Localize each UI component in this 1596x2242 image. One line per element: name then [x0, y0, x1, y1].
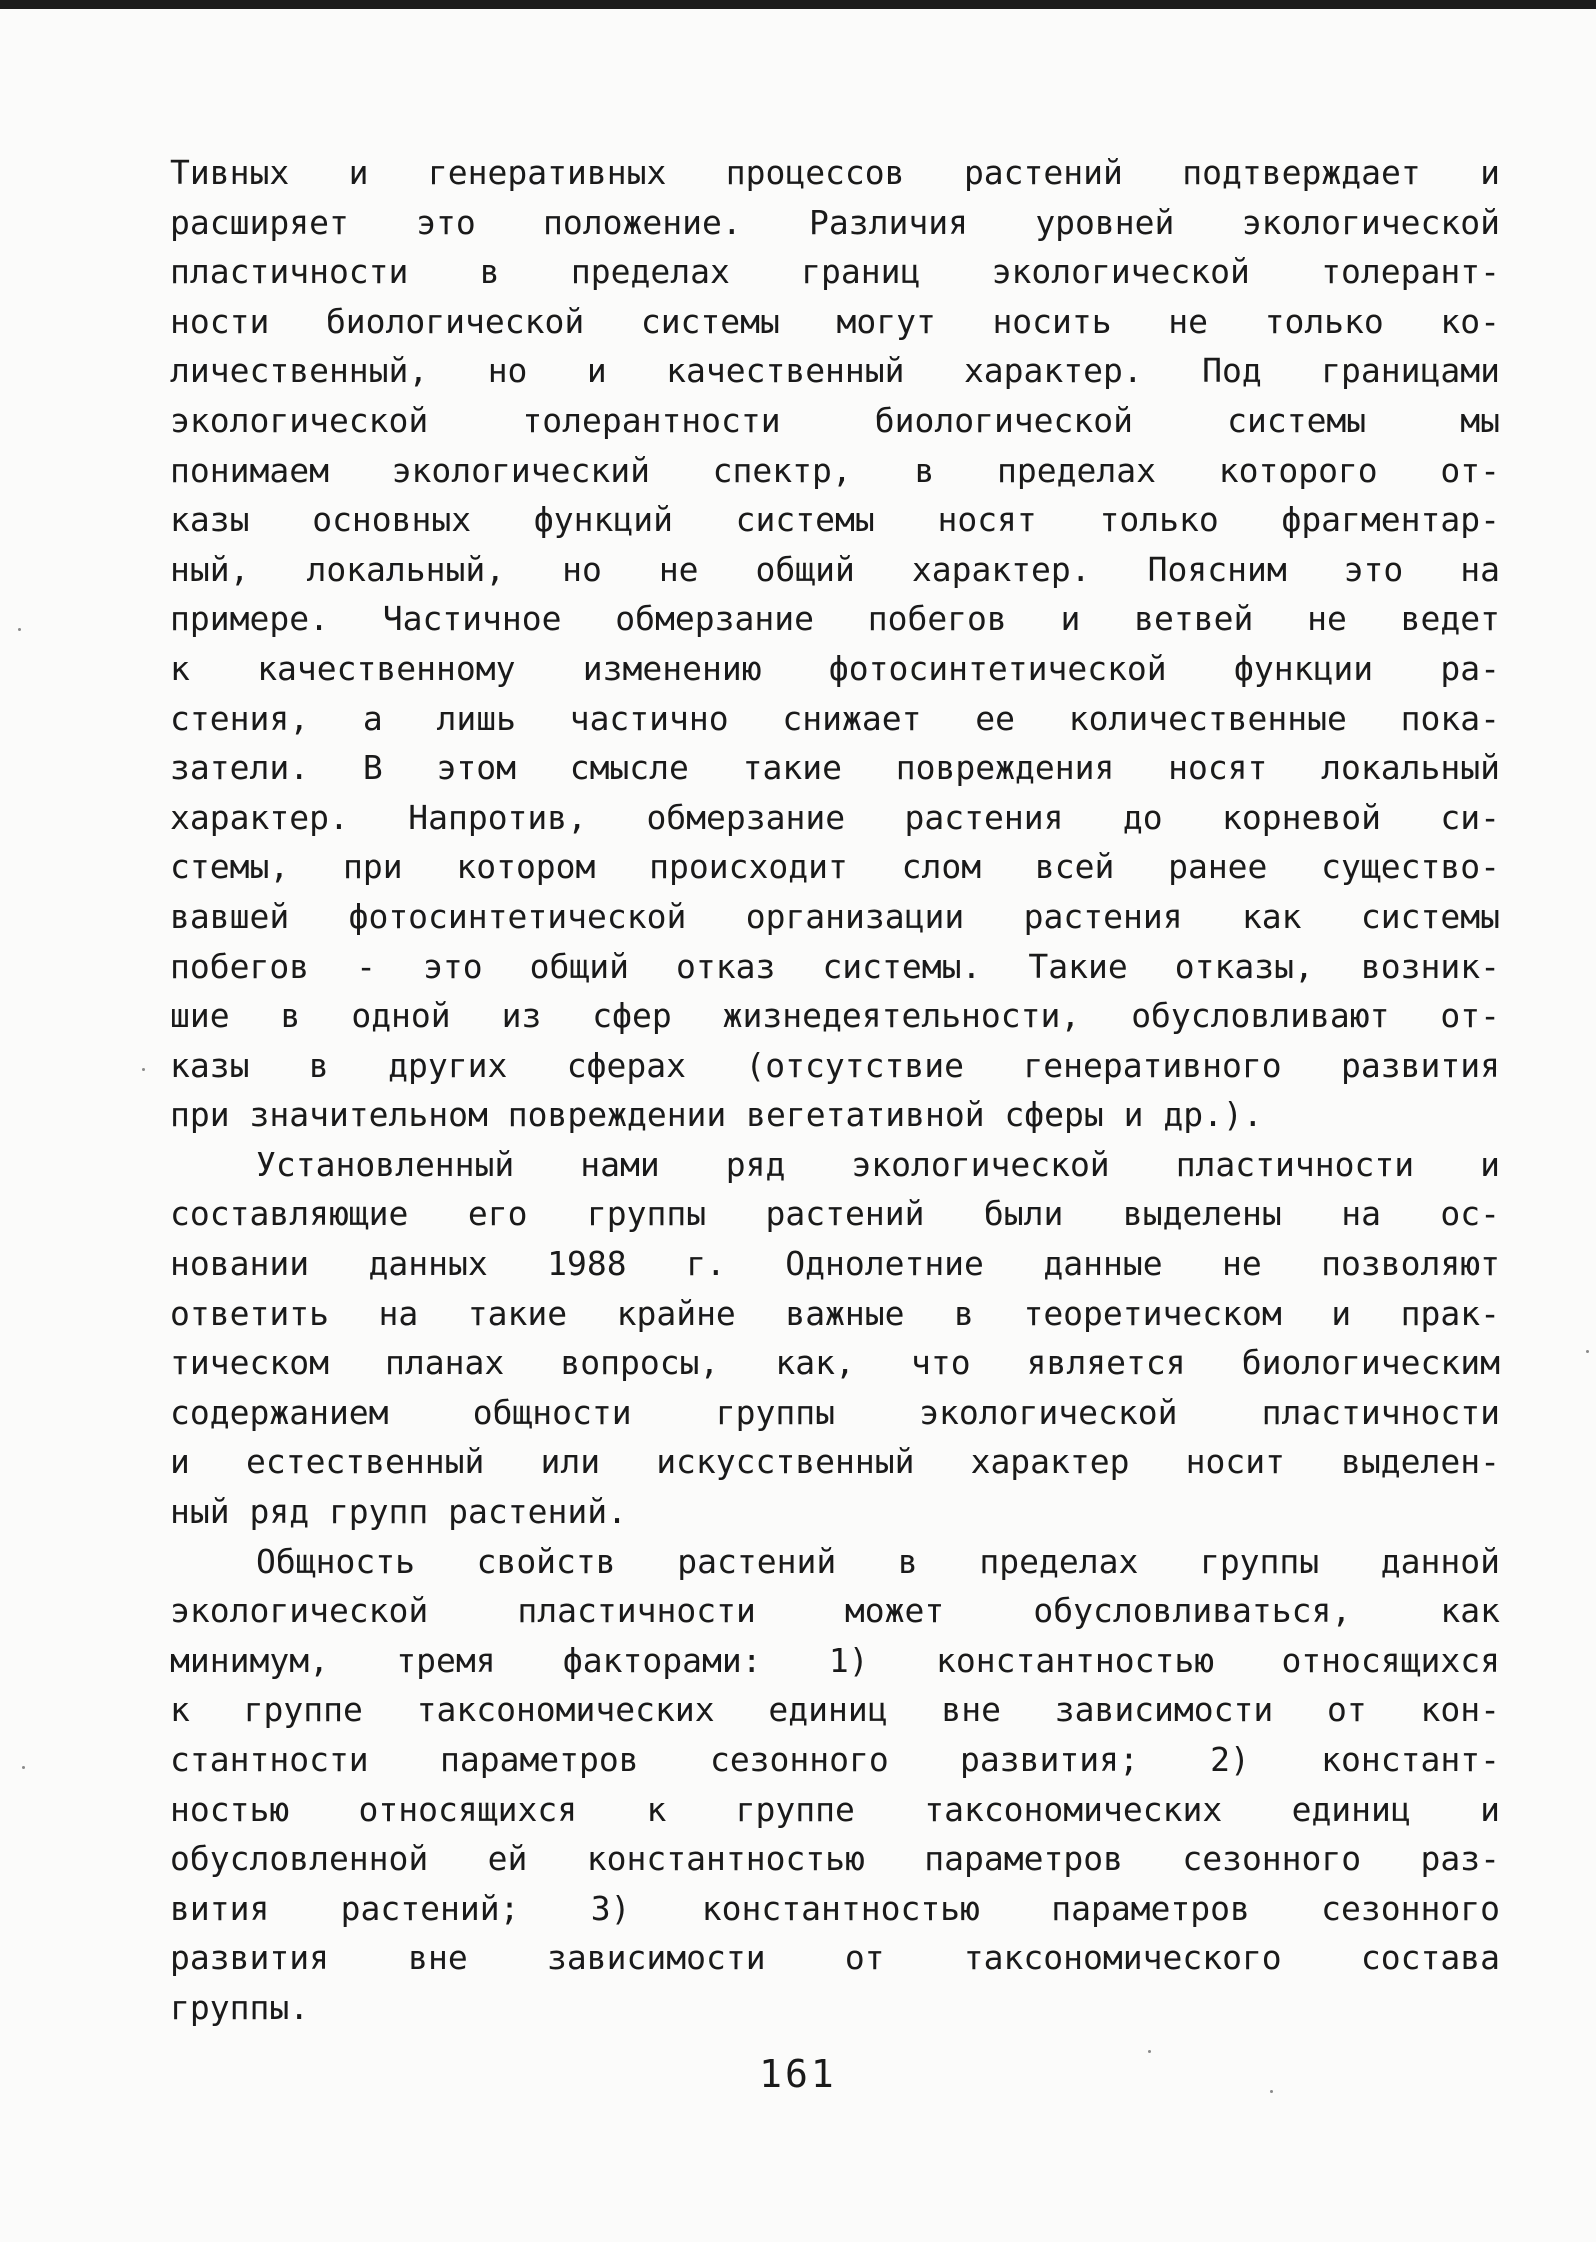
- text-line: казы в других сферах (отсутствие генеративного развития: [170, 1045, 1500, 1085]
- text-line: расширяет это положение. Различия уровней экологической: [170, 202, 1500, 242]
- text-line: казы основных функций системы носят только фрагментар-: [170, 500, 1500, 540]
- text-line: ный, локальный, но не общий характер. Поясним это на: [170, 549, 1500, 589]
- text-line: экологической толерантности биологической системы мы: [170, 400, 1500, 440]
- text-line: новании данных 1988 г. Однолетние данные не позволяют: [170, 1244, 1500, 1284]
- text-line: минимум, тремя факторами: 1) константностью относящихся: [170, 1640, 1500, 1680]
- text-line: ответить на такие крайне важные в теоретическом и прак-: [170, 1293, 1500, 1333]
- scan-speck: [142, 1068, 145, 1071]
- body-text: [170, 148, 1500, 2033]
- top-scan-border: [0, 0, 1596, 9]
- paragraph: [170, 148, 1500, 1140]
- text-line: Общность свойств растений в пределах группы данной: [256, 1541, 1500, 1581]
- text-line: к качественному изменению фотосинтетической функции ра-: [170, 648, 1500, 688]
- text-line: стантности параметров сезонного развития; 2) констант-: [170, 1740, 1500, 1779]
- scan-speck: [1586, 1350, 1589, 1353]
- text-line: ности биологической системы могут носить не только ко-: [170, 301, 1500, 341]
- text-line: и естественный или искусственный характер носит выделен-: [170, 1442, 1500, 1482]
- text-line: обусловленной ей константностью параметров сезонного раз-: [170, 1839, 1500, 1879]
- scan-speck: [22, 1766, 25, 1769]
- text-line: Тивных и генеративных процессов растений подтверждает и: [170, 153, 1500, 192]
- page-number: 161: [759, 2052, 837, 2096]
- scan-speck: [18, 628, 21, 631]
- text-line: при значительном повреждении вегетативной сферы и др.).: [170, 1095, 1263, 1135]
- text-line: содержанием общности группы экологической пластичности: [170, 1392, 1500, 1432]
- scan-speck: [1270, 2090, 1273, 2093]
- text-line: личественный, но и качественный характер. Под границами: [170, 351, 1500, 391]
- text-line: характер. Напротив, обмерзание растения до корневой си-: [170, 797, 1500, 837]
- text-line: экологической пластичности может обусловливаться, как: [170, 1591, 1500, 1631]
- text-line: стения, а лишь частично снижает ее количественные пока-: [170, 698, 1500, 738]
- text-line: примере. Частичное обмерзание побегов и ветвей не ведет: [170, 599, 1500, 639]
- text-line: тическом планах вопросы, как, что является биологическим: [170, 1343, 1500, 1383]
- text-line: ный ряд групп растений.: [170, 1492, 627, 1532]
- text-line: ностью относящихся к группе таксономических единиц и: [170, 1789, 1500, 1829]
- text-line: группы.: [170, 1987, 310, 2027]
- text-line: пластичности в пределах границ экологической толерант-: [170, 252, 1500, 292]
- text-line: развития вне зависимости от таксономического состава: [170, 1938, 1500, 1978]
- text-line: понимаем экологический спектр, в пределах которого от-: [170, 450, 1500, 490]
- paragraph: [170, 1537, 1500, 2033]
- text-line: побегов - это общий отказ системы. Такие отказы, возник-: [170, 946, 1500, 986]
- text-line: составляющие его группы растений были выделены на ос-: [170, 1194, 1500, 1234]
- text-line: Установленный нами ряд экологической пластичности и: [256, 1144, 1500, 1184]
- text-line: к группе таксономических единиц вне зависимости от кон-: [170, 1690, 1500, 1730]
- text-line: вавшей фотосинтетической организации растения как системы: [170, 896, 1500, 936]
- text-line: стемы, при котором происходит слом всей ранее существо-: [170, 847, 1500, 887]
- text-line: вития растений; 3) константностью параметров сезонного: [170, 1888, 1500, 1928]
- scan-speck: [1148, 2050, 1151, 2053]
- paragraph: [170, 1140, 1500, 1537]
- text-line: затели. В этом смысле такие повреждения носят локальный: [170, 748, 1500, 788]
- text-line: шие в одной из сфер жизнедеятельности, обусловливают от-: [170, 996, 1500, 1036]
